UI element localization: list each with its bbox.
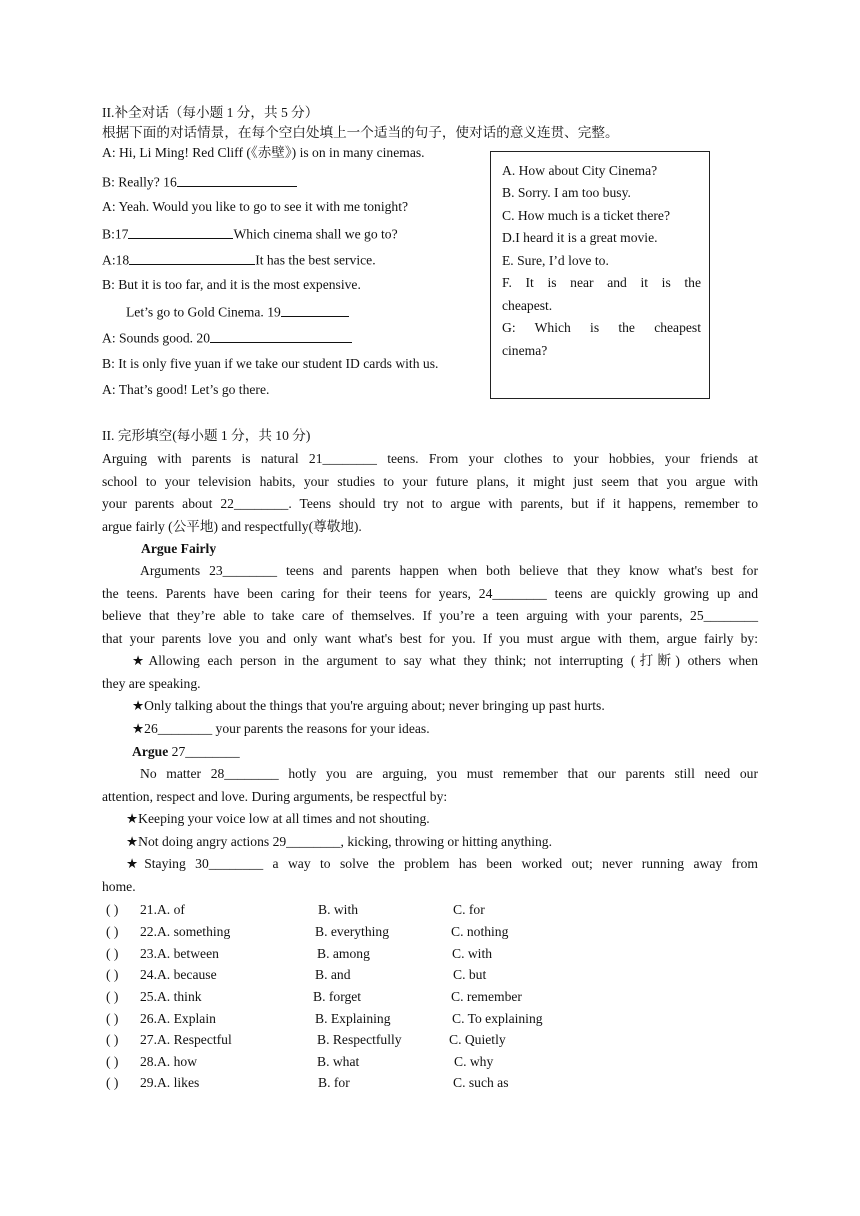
answer-paren[interactable]: ( ): [106, 989, 119, 1004]
option-c: C. but: [453, 967, 487, 982]
dialog-text: B:17: [102, 226, 129, 242]
option-g-line2: cinema?: [502, 343, 548, 358]
option-c: C. Quietly: [449, 1032, 506, 1047]
dialog-text: Let’s go to Gold Cinema. 19: [126, 304, 281, 320]
dialog-text: It has the best service.: [255, 252, 376, 268]
bullet-staying: [102, 855, 758, 900]
cloze-paragraph-1: [102, 450, 758, 540]
option-a: 27.A. Respectful: [140, 1032, 232, 1047]
dialog-line-8: [102, 328, 352, 347]
bullet-only-talking: ★Only talking about the things that you're arguing about; never bringing up past hurts.: [132, 698, 605, 713]
text-line: ★Staying 30________ a way to solve the problem has been worked out; never running away from: [126, 856, 758, 871]
answer-paren[interactable]: ( ): [106, 924, 119, 939]
option-a: A. How about City Cinema?: [502, 163, 658, 178]
option-c: C. for: [453, 902, 485, 917]
text-line: argue fairly (公平地) and respectfully(尊敬地).: [102, 518, 362, 534]
option-a: 28.A. how: [140, 1054, 198, 1069]
answer-paren[interactable]: ( ): [106, 967, 119, 982]
answer-paren[interactable]: ( ): [106, 1054, 119, 1069]
subheading-blank: 27________: [168, 744, 240, 759]
option-c: C. nothing: [451, 924, 509, 939]
option-a: 22.A. something: [140, 924, 231, 939]
option-b: B. and: [315, 967, 351, 982]
subheading-argue-27: [132, 743, 240, 761]
option-b: B. what: [317, 1054, 360, 1069]
text-line: attention, respect and love. During arguments, be respectful by:: [102, 788, 448, 804]
option-c: C. such as: [453, 1075, 509, 1090]
text-line: Arguments 23________ teens and parents happen when both believe that they know what's best for: [140, 563, 758, 578]
text-line: Arguing with parents is natural 21________ teens. From your clothes to your hobbies, your friends at: [102, 451, 758, 466]
text-line: the teens. Parents have been caring for their teens for years, 24________ teens are quickly growing up and: [102, 585, 758, 601]
answer-blank-19[interactable]: [281, 302, 349, 317]
text-line: ★Allowing each person in the argument to say what they think; not interrupting (打断) others when: [132, 653, 758, 668]
dialog-line-10: A: That’s good! Let’s go there.: [102, 382, 270, 397]
option-f-line1: F. It is near and it is the: [502, 275, 701, 290]
text-line: that your parents love you and only want what's best for you. If you must argue with them, argue fairly by:: [102, 630, 758, 646]
option-c: C. How much is a ticket there?: [502, 208, 670, 223]
answer-blank-18[interactable]: [129, 250, 255, 265]
dialog-line-3: A: Yeah. Would you like to go to see it with me tonight?: [102, 199, 409, 214]
option-a: 23.A. between: [140, 946, 219, 961]
option-a: 26.A. Explain: [140, 1011, 216, 1026]
dialog-line-9: B: It is only five yuan if we take our student ID cards with us.: [102, 356, 439, 371]
answer-blank-20[interactable]: [210, 328, 352, 343]
bullet-not-doing: ★Not doing angry actions 29________, kicking, throwing or hitting anything.: [126, 834, 552, 849]
answer-paren[interactable]: ( ): [106, 946, 119, 961]
dialog-line-4: [102, 224, 398, 243]
dialog-text: A:18: [102, 252, 130, 268]
option-b: B. Explaining: [315, 1011, 391, 1026]
option-a: 29.A. likes: [140, 1075, 200, 1090]
option-b: B. Respectfully: [317, 1032, 402, 1047]
section-heading-cloze: II. 完形填空(每小题 1 分，共 10 分): [102, 428, 311, 443]
option-a: 24.A. because: [140, 967, 217, 982]
answer-blank-16[interactable]: [177, 172, 297, 187]
option-c: C. remember: [451, 989, 522, 1004]
option-b: B. among: [317, 946, 370, 961]
dialog-line-2: [102, 172, 297, 191]
option-c: C. with: [452, 946, 493, 961]
subheading-argue-fairly: Argue Fairly: [141, 541, 217, 556]
text-line: they are speaking.: [102, 675, 201, 691]
option-g-line1: G: Which is the cheapest: [502, 320, 701, 335]
option-a: 21.A. of: [140, 902, 185, 917]
option-b: B. for: [318, 1075, 350, 1090]
text-line: No matter 28________ hotly you are arguing, you must remember that our parents still need our: [140, 766, 758, 781]
option-b: B. Sorry. I am too busy.: [502, 185, 631, 200]
dialog-line-1: A: Hi, Li Ming! Red Cliff (《赤壁》) is on in many cinemas.: [102, 145, 425, 160]
option-b: B. with: [318, 902, 359, 917]
dialog-line-6: B: But it is too far, and it is the most expensive.: [102, 277, 361, 292]
option-c: C. To explaining: [452, 1011, 543, 1026]
answer-paren[interactable]: ( ): [106, 1075, 119, 1090]
answer-blank-17[interactable]: [128, 224, 233, 239]
dialog-line-5: [102, 250, 376, 269]
cloze-paragraph-2: [102, 562, 758, 652]
bullet-keeping: ★Keeping your voice low at all times and not shouting.: [126, 811, 430, 826]
dialog-text: B: Really? 16: [102, 174, 177, 190]
option-b: B. everything: [315, 924, 389, 939]
option-a: 25.A. think: [140, 989, 202, 1004]
text-line: school to your television habits, your studies to your future plans, it might just seem that you argue with: [102, 473, 758, 489]
option-b: B. forget: [313, 989, 362, 1004]
bullet-26: ★26________ your parents the reasons for your ideas.: [132, 721, 430, 736]
option-f-line2: cheapest.: [502, 298, 553, 313]
cloze-paragraph-3: [102, 765, 758, 810]
bullet-allowing: [102, 652, 758, 697]
dialog-text: A: Sounds good. 20: [102, 330, 211, 346]
dialog-text: Which cinema shall we go to?: [233, 226, 398, 242]
subheading-bold: Argue: [132, 744, 169, 759]
option-d: D.I heard it is a great movie.: [502, 230, 658, 245]
option-e: E. Sure, I’d love to.: [502, 253, 609, 268]
section-instruction: 根据下面的对话情景，在每个空白处填上一个适当的句子，使对话的意义连贯、完整。: [102, 125, 619, 140]
text-line: your parents about 22________. Teens should try not to argue with parents, but if it happens, remember to: [102, 496, 758, 511]
text-line: home.: [102, 878, 136, 894]
section-heading-dialog: II.补全对话（每小题 1 分，共 5 分）: [102, 105, 319, 120]
option-c: C. why: [454, 1054, 494, 1069]
answer-paren[interactable]: ( ): [106, 1032, 119, 1047]
dialog-line-7: [126, 302, 349, 321]
options-box: [490, 151, 710, 399]
answer-paren[interactable]: ( ): [106, 902, 119, 917]
text-line: believe that they’re able to take care of themselves. If you’re a teen arguing with your parents, 25________: [102, 608, 758, 623]
answer-paren[interactable]: ( ): [106, 1011, 119, 1026]
